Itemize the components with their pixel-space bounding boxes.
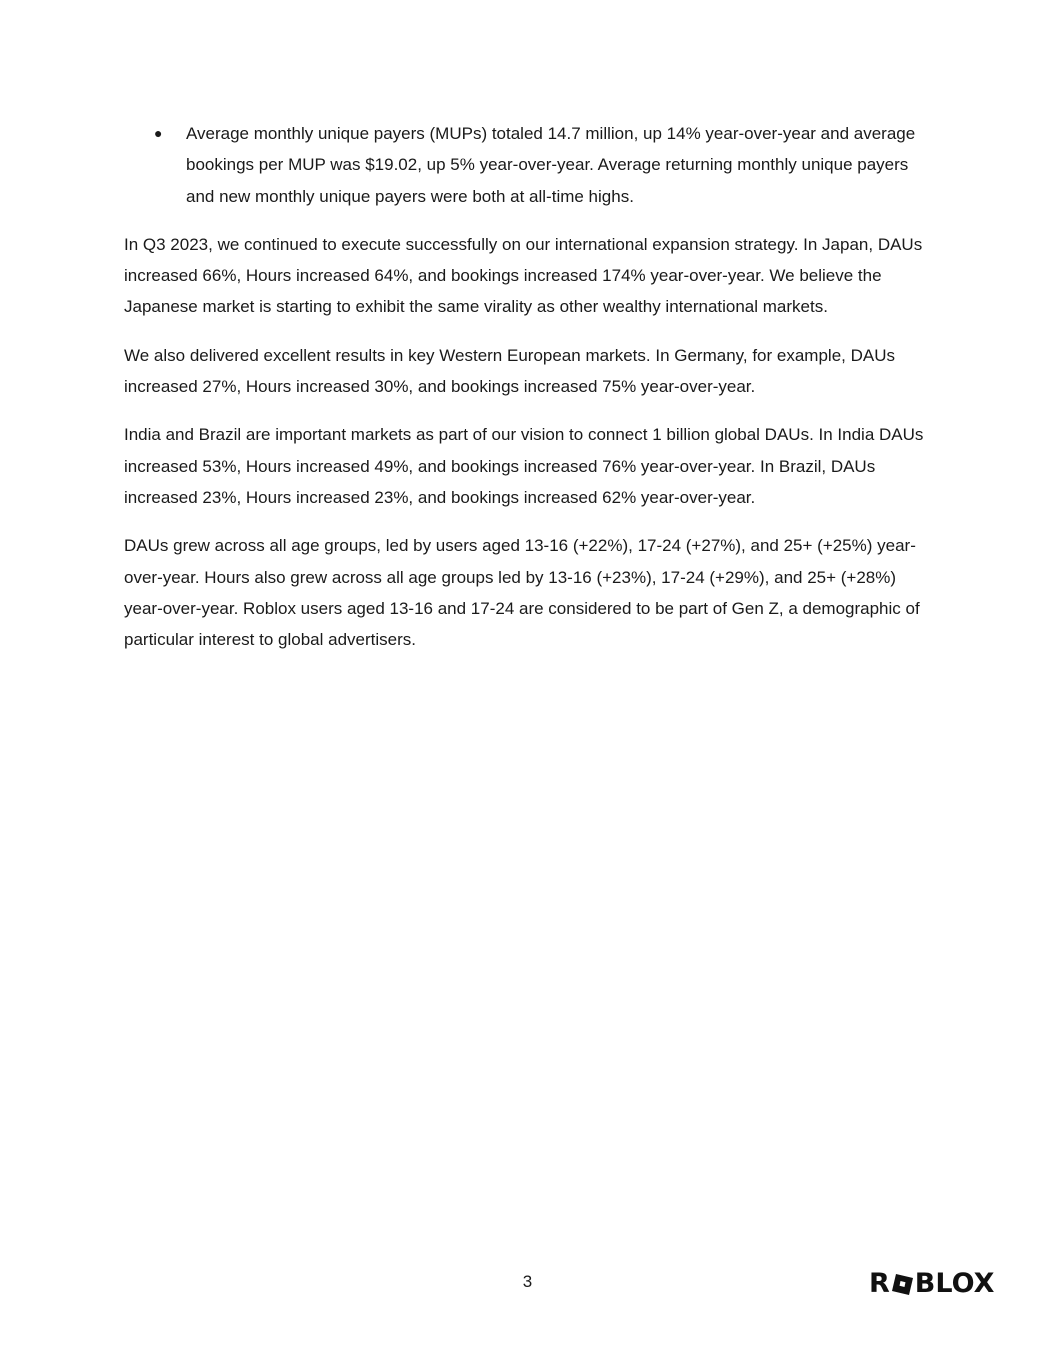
bullet-list xyxy=(124,118,924,212)
bullet-text: Average monthly unique payers (MUPs) totaled 14.7 million, up 14% year-over-year and average bookings per MUP was $19.02, up 5% year-over-year. Average returning monthly unique payers and new monthly unique payers were both at all-time highs. xyxy=(186,124,916,206)
paragraph-age-groups: DAUs grew across all age groups, led by users aged 13-16 (+22%), 17-24 (+27%), and 25+ (+25%) year-over-year. Hours also grew across all age groups led by 13-16 (+23%), 17-24 (+29%), and 25+ (+28%) year-over-year. Roblox users aged 13-16 and 17-24 are considered to be part of Gen Z, a demographic of particular interest to global advertisers. xyxy=(124,536,920,650)
roblox-logo xyxy=(869,1268,995,1299)
paragraph-japan: In Q3 2023, we continued to execute successfully on our international expansion strategy. In Japan, DAUs increased 66%, Hours increased 64%, and bookings increased 174% year-over-year. We believe the Japanese market is starting to exhibit the same virality as other wealthy international markets. xyxy=(124,234,923,317)
roblox-tilted-square-icon xyxy=(892,1274,913,1295)
logo-letter-r: R xyxy=(869,1268,890,1299)
bullet-dot-icon: ● xyxy=(154,125,163,141)
paragraph-india-brazil: India and Brazil are important markets as part of our vision to connect 1 billion global DAUs. In India DAUs increased 53%, Hours increased 49%, and bookings increased 76% year-over-year. In Brazil, DAUs increased 23%, Hours increased 23%, and bookings increased 62% year-over-year. xyxy=(124,425,924,507)
bullet-item xyxy=(124,118,924,212)
page-number: 3 xyxy=(522,1272,533,1291)
logo-letters-blox: BLOX xyxy=(914,1268,995,1299)
page-body xyxy=(124,118,924,672)
paragraph-europe: We also delivered excellent results in key Western European markets. In Germany, for example, DAUs increased 27%, Hours increased 30%, and bookings increased 75% year-over-year. xyxy=(124,345,895,397)
